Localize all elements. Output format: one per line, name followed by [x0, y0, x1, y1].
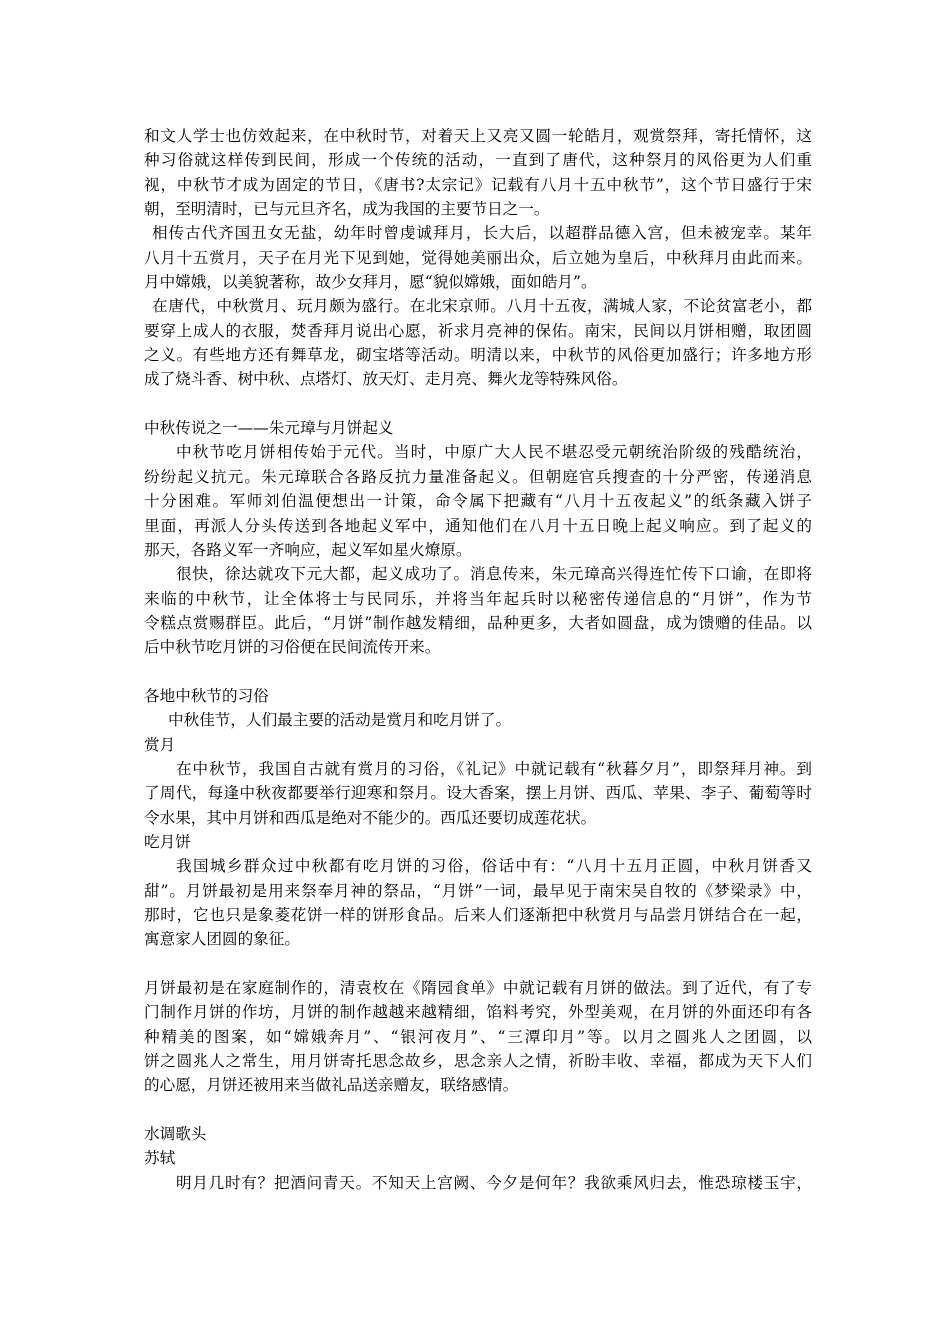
text-line: 饼之圆兆人之常生，用月饼寄托思念故乡，思念亲人之情，祈盼丰收、幸福，都成为天下人们 [144, 1052, 812, 1071]
text-line: 了周代，每逢中秋夜都要举行迎寒和祭月。设大香案，摆上月饼、西瓜、苹果、李子、葡萄等时 [144, 784, 812, 803]
text-line: 十分困难。军师刘伯温便想出一计策，命令属下把藏有“八月十五夜起义”的纸条藏入饼子 [144, 492, 812, 511]
subheading-moon-viewing: 赏月 [144, 735, 176, 754]
text-line: 来临的中秋节，让全体将士与民同乐，并将当年起兵时以秘密传递信息的“月饼”，作为节 [144, 589, 812, 608]
text-line: 中秋佳节，人们最主要的活动是赏月和吃月饼了。 [168, 711, 512, 730]
document-page [144, 124, 812, 1195]
text-line: 后中秋节吃月饼的习俗便在民间流传开来。 [144, 638, 441, 657]
poem-title: 水调歌头 [144, 1125, 207, 1144]
section-heading-customs: 各地中秋节的习俗 [144, 686, 269, 705]
paragraph-gap [144, 392, 812, 416]
text-line: 在中秋节，我国自古就有赏月的习俗，《礼记》中就记载有“秋暮夕月”，即祭拜月神。到 [176, 759, 812, 778]
subheading-eating-mooncakes: 吃月饼 [144, 832, 191, 851]
text-line: 相传古代齐国丑女无盐，幼年时曾虔诚拜月，长大后，以超群品德入宫，但未被宠幸。某年 [152, 224, 812, 243]
text-line: 朝，至明清时，已与元旦齐名，成为我国的主要节日之一。 [144, 200, 550, 219]
text-line: 八月十五赏月，天子在月光下见到她，觉得她美丽出众，后立她为皇后，中秋拜月由此而来。 [144, 248, 812, 267]
text-line: 里面，再派人分头传送到各地起义军中，通知他们在八月十五日晚上起义响应。到了起义的 [144, 516, 812, 535]
text-line: 之义。有些地方还有舞草龙，砌宝塔等活动。明清以来，中秋节的风俗更加盛行；许多地方形 [144, 346, 812, 365]
text-line: 令水果，其中月饼和西瓜是绝对不能少的。西瓜还要切成莲花状。 [144, 808, 597, 827]
text-line: 在唐代，中秋赏月、玩月颇为盛行。在北宋京师。八月十五夜，满城人家，不论贫富老小，都 [152, 297, 812, 316]
poem-line: 明月几时有？把酒问青天。不知天上宫阙、今夕是何年？我欲乘风归去，惟恐琼楼玉宇， [176, 1173, 812, 1192]
text-line: 很快，徐达就攻下元大都，起义成功了。消息传来，朱元璋高兴得连忙传下口谕，在即将 [176, 565, 812, 584]
text-line: 种习俗就这样传到民间，形成一个传统的活动，一直到了唐代，这种祭月的风俗更为人们重 [144, 151, 812, 170]
text-line: 种精美的图案，如“嫦娥奔月”、“银河夜月”、“三潭印月”等。以月之圆兆人之团圆，以 [144, 1027, 812, 1046]
text-line: 纷纷起义抗元。朱元璋联合各路反抗力量准备起义。但朝庭官兵搜查的十分严密，传递消息 [144, 467, 812, 486]
text-line: 门制作月饼的作坊，月饼的制作越越来越精细，馅料考究，外型美观，在月饼的外面还印有各 [144, 1003, 812, 1022]
poem-author: 苏轼 [144, 1149, 176, 1168]
text-line: 那天，各路义军一齐响应，起义军如星火燎原。 [144, 540, 472, 559]
paragraph-gap [144, 952, 812, 976]
text-line: 月饼最初是在家庭制作的，清袁枚在《隋园食单》中就记载有月饼的做法。到了近代，有了专 [144, 979, 812, 998]
text-line: 甜”。月饼最初是用来祭奉月神的祭品，“月饼”一词，最早见于南宋吴自牧的《梦梁录》中， [144, 881, 812, 900]
text-line: 中秋节吃月饼相传始于元代。当时，中原广大人民不堪忍受元朝统治阶级的残酷统治， [176, 443, 812, 462]
text-line: 和文人学士也仿效起来，在中秋时节，对着天上又亮又圆一轮皓月，观赏祭拜，寄托情怀，这 [144, 127, 812, 145]
text-line: 那时，它也只是象菱花饼一样的饼形食品。后来人们逐渐把中秋赏月与品尝月饼结合在一起， [144, 906, 812, 924]
text-line: 的心愿，月饼还被用来当做礼品送亲赠友，联络感情。 [144, 1076, 519, 1095]
text-line: 月中嫦娥，以美貌著称，故少女拜月，愿“貌似嫦娥，面如皓月”。 [144, 273, 597, 292]
paragraph-gap [144, 1098, 812, 1122]
text-line: 我国城乡群众过中秋都有吃月饼的习俗，俗话中有：“八月十五月正圆，中秋月饼香又 [176, 857, 812, 876]
text-line: 要穿上成人的衣服，焚香拜月说出心愿，祈求月亮神的保佑。南宋，民间以月饼相赠，取团圆 [144, 321, 812, 340]
text-line: 成了烧斗香、树中秋、点塔灯、放天灯、走月亮、舞火龙等特殊风俗。 [144, 370, 628, 389]
text-line: 视，中秋节才成为固定的节日，《唐书?太宗记》记载有八月十五中秋节”，这个节日盛行于宋 [144, 175, 812, 194]
paragraph-gap [144, 660, 812, 684]
text-line: 令糕点赏赐群臣。此后，“月饼”制作越发精细，品种更多，大者如圆盘，成为馈赠的佳品。以 [144, 613, 812, 632]
text-line: 寓意家人团圆的象征。 [144, 930, 300, 949]
section-heading-legend: 中秋传说之一——朱元璋与月饼起义 [144, 419, 394, 438]
